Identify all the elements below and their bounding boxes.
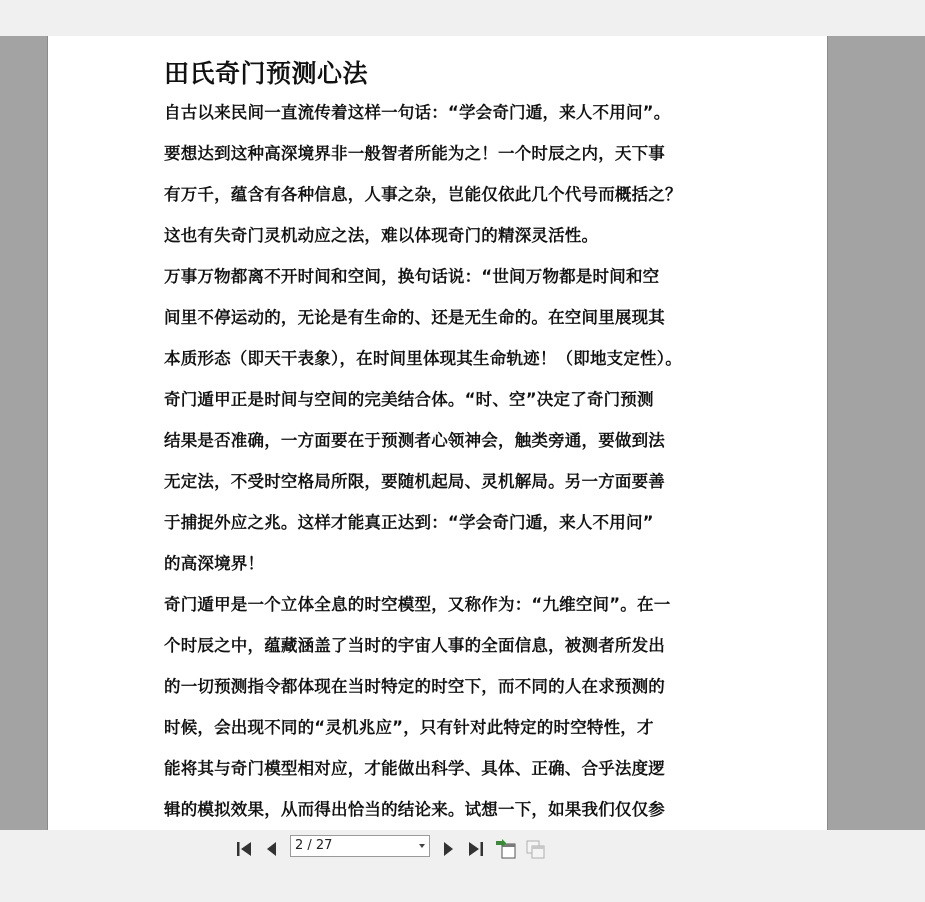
navigation-toolbar	[0, 830, 925, 902]
last-page-button[interactable]	[463, 838, 489, 860]
text-line: 奇门遁甲是一个立体全息的时空模型，又称作为：“九维空间”。在一	[164, 595, 671, 614]
text-line: 辑的模拟效果，从而得出恰当的结论来。试想一下，如果我们仅仅参	[164, 800, 665, 819]
previous-page-button[interactable]	[259, 838, 285, 860]
chevron-down-icon	[419, 844, 425, 848]
text-line: 本质形态（即天干表象），在时间里体现其生命轨迹！（即地支定性）。	[164, 349, 682, 368]
page-number-select[interactable]	[290, 835, 430, 857]
bookmark-out-button[interactable]	[523, 838, 549, 860]
document-page	[47, 36, 828, 830]
text-line: 要想达到这种高深境界非一般智者所能为之！一个时辰之内，天下事	[164, 144, 665, 163]
last-page-icon	[466, 840, 486, 858]
document-viewer[interactable]	[0, 36, 925, 830]
bookmark-in-button[interactable]	[493, 838, 519, 860]
page-indicator: 2 / 27	[295, 838, 333, 853]
bookmark-in-icon	[494, 838, 518, 860]
text-line: 这也有失奇门灵机动应之法，难以体现奇门的精深灵活性。	[164, 226, 599, 245]
previous-page-icon	[263, 840, 281, 858]
text-line: 自古以来民间一直流传着这样一句话：“学会奇门遁，来人不用问”。	[164, 103, 671, 122]
text-line: 的一切预测指令都体现在当时特定的时空下，而不同的人在求预测的	[164, 677, 665, 696]
first-page-icon	[234, 840, 254, 858]
text-line: 个时辰之中，蕴藏涵盖了当时的宇宙人事的全面信息，被测者所发出	[164, 636, 665, 655]
text-line: 间里不停运动的，无论是有生命的、还是无生命的。在空间里展现其	[164, 308, 665, 327]
first-page-button[interactable]	[231, 838, 257, 860]
text-line: 时候，会出现不同的“灵机兆应”，只有针对此特定的时空特性，才	[164, 718, 654, 737]
top-bar	[0, 0, 925, 36]
text-line: 的高深境界！	[164, 554, 265, 573]
text-line: 能将其与奇门模型相对应，才能做出科学、具体、正确、合乎法度逻	[164, 759, 665, 778]
next-page-button[interactable]	[435, 838, 461, 860]
bookmark-out-icon	[524, 838, 548, 860]
text-line: 奇门遁甲正是时间与空间的完美结合体。“时、空”决定了奇门预测	[164, 390, 654, 409]
text-line: 于捕捉外应之兆。这样才能真正达到：“学会奇门遁，来人不用问”	[164, 513, 654, 532]
text-line: 有万千，蕴含有各种信息，人事之杂，岂能仅依此几个代号而概括之？	[164, 185, 682, 204]
next-page-icon	[439, 840, 457, 858]
text-line: 万事万物都离不开时间和空间，换句话说：“世间万物都是时间和空	[164, 267, 660, 286]
page-title: 田氏奇门预测心法	[164, 59, 369, 88]
text-line: 结果是否准确，一方面要在于预测者心领神会，触类旁通，要做到法	[164, 431, 665, 450]
text-line: 无定法，不受时空格局所限，要随机起局、灵机解局。另一方面要善	[164, 472, 665, 491]
